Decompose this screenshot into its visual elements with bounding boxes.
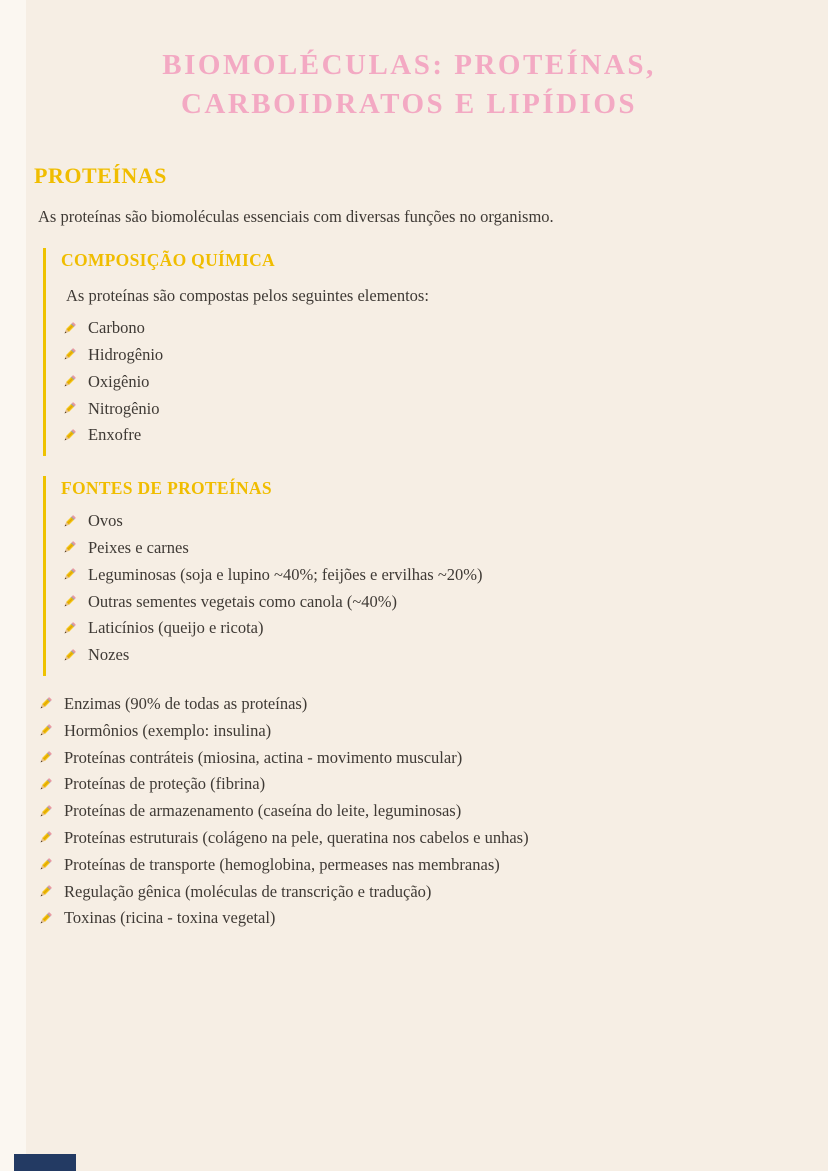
list-item bbox=[37, 882, 784, 902]
list-item-label: Proteínas estruturais (colágeno na pele, queratina nos cabelos e unhas) bbox=[64, 827, 529, 847]
pencil-icon bbox=[61, 539, 78, 556]
list-item bbox=[37, 801, 784, 821]
list-item bbox=[61, 345, 784, 365]
pencil-icon bbox=[37, 910, 54, 927]
list-item bbox=[61, 592, 784, 612]
list-item bbox=[37, 828, 784, 848]
pencil-icon bbox=[37, 749, 54, 766]
list-item bbox=[37, 721, 784, 741]
list-item bbox=[61, 318, 784, 338]
list-item-label: Leguminosas (soja e lupino ~40%; feijões e ervilhas ~20%) bbox=[88, 564, 483, 584]
list-item bbox=[61, 618, 784, 638]
list-item-label: Nozes bbox=[88, 645, 130, 665]
page-title-line2: CARBOIDRATOS E LIPÍDIOS bbox=[180, 87, 638, 120]
list-item bbox=[61, 538, 784, 558]
page-title-line1: BIOMOLÉCULAS: PROTEÍNAS, bbox=[162, 49, 656, 81]
list-item-label: Peixes e carnes bbox=[88, 538, 189, 557]
funcoes-section bbox=[37, 694, 784, 928]
pencil-icon bbox=[61, 427, 78, 444]
funcoes-list bbox=[37, 694, 784, 928]
callout-composicao-quimica bbox=[43, 248, 784, 456]
list-item-label: Proteínas de transporte (hemoglobina, permeases nas membranas) bbox=[64, 854, 500, 874]
list-item-label: Regulação gênica (moléculas de transcrição e tradução) bbox=[64, 881, 432, 901]
pencil-icon bbox=[37, 883, 54, 900]
list-item-label: Proteínas de armazenamento (caseína do leite, leguminosas) bbox=[64, 801, 462, 821]
bottom-left-corner-block bbox=[14, 1154, 76, 1171]
pencil-icon bbox=[61, 566, 78, 583]
list-item bbox=[61, 399, 784, 419]
pencil-icon bbox=[61, 647, 78, 664]
list-item bbox=[61, 565, 784, 585]
pencil-icon bbox=[61, 620, 78, 637]
list-item-label: Hidrogênio bbox=[88, 345, 164, 365]
pencil-icon bbox=[37, 829, 54, 846]
list-item bbox=[37, 774, 784, 794]
list-item-label: Carbono bbox=[88, 318, 145, 338]
pencil-icon bbox=[61, 593, 78, 610]
pencil-icon bbox=[61, 320, 78, 337]
list-item bbox=[37, 694, 784, 714]
composicao-intro-text: As proteínas são compostas pelos seguintes elementos: bbox=[66, 286, 429, 306]
list-item-label: Nitrogênio bbox=[88, 398, 160, 418]
list-item-label: Enzimas (90% de todas as proteínas) bbox=[64, 693, 308, 713]
subheading-composicao-quimica: COMPOSIÇÃO QUÍMICA bbox=[61, 250, 275, 271]
pencil-icon bbox=[61, 373, 78, 390]
list-item bbox=[61, 425, 784, 445]
subheading-fontes-proteinas: FONTES DE PROTEÍNAS bbox=[61, 478, 272, 499]
list-item bbox=[37, 908, 784, 928]
list-item bbox=[37, 748, 784, 768]
pencil-icon bbox=[61, 513, 78, 530]
composicao-list bbox=[61, 318, 784, 445]
pencil-icon bbox=[37, 803, 54, 820]
list-item bbox=[61, 511, 784, 531]
list-item bbox=[61, 372, 784, 392]
list-item-label: Proteínas contráteis (miosina, actina - movimento muscular) bbox=[64, 747, 463, 767]
list-item bbox=[61, 645, 784, 665]
list-item-label: Outras sementes vegetais como canola (~40%) bbox=[88, 591, 398, 611]
pencil-icon bbox=[61, 400, 78, 417]
pencil-icon bbox=[37, 722, 54, 739]
section-heading-proteinas: PROTEÍNAS bbox=[34, 163, 167, 189]
pencil-icon bbox=[61, 346, 78, 363]
list-item-label: Proteínas de proteção (fibrina) bbox=[64, 774, 266, 794]
callout-fontes-proteinas bbox=[43, 476, 784, 676]
list-item-label: Laticínios (queijo e ricota) bbox=[88, 618, 264, 638]
pencil-icon bbox=[37, 776, 54, 793]
pencil-icon bbox=[37, 856, 54, 873]
page-title bbox=[34, 0, 784, 123]
list-item-label: Oxigênio bbox=[88, 371, 150, 391]
fontes-list bbox=[61, 511, 784, 665]
list-item-label: Ovos bbox=[88, 511, 123, 531]
proteinas-intro-text: As proteínas são biomoléculas essenciais com diversas funções no organismo. bbox=[38, 207, 554, 227]
list-item-label: Enxofre bbox=[88, 425, 142, 445]
list-item bbox=[37, 855, 784, 875]
list-item-label: Toxinas (ricina - toxina vegetal) bbox=[64, 908, 276, 928]
list-item-label: Hormônios (exemplo: insulina) bbox=[64, 720, 272, 740]
pencil-icon bbox=[37, 695, 54, 712]
